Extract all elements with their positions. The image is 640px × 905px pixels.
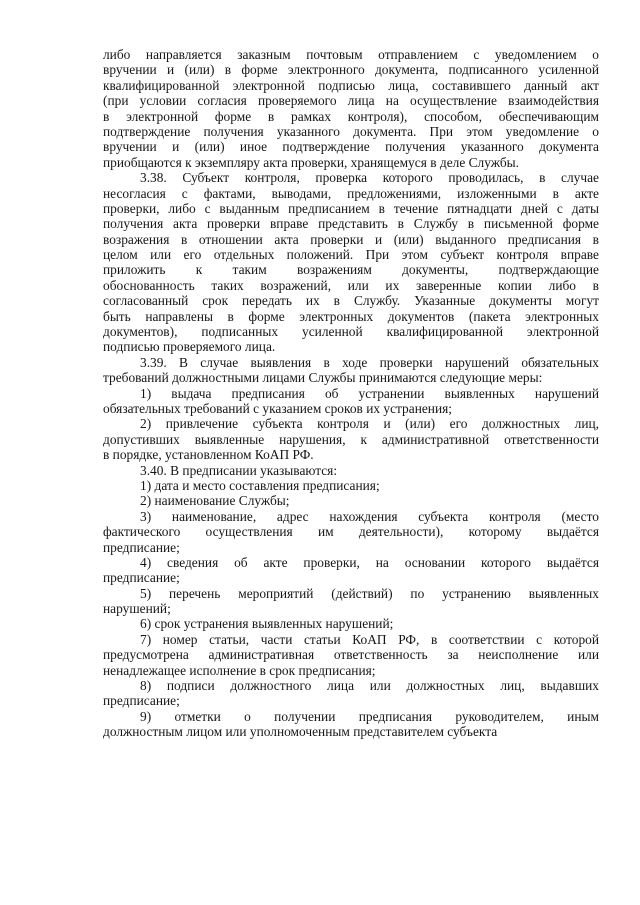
text-line: требований должностными лицами Службы принимаются следующие меры: <box>103 370 543 386</box>
text-line: целом или его отдельных положений. При этом субъект контроля вправе <box>103 247 599 263</box>
text-line: либо направляется заказным почтовым отправлением с уведомлением о <box>103 47 599 62</box>
text-line: 7) номер статьи, части статьи КоАП РФ, в соответствии с которой <box>140 631 599 647</box>
text-line: 9) отметки о получении предписания руководителем, иным <box>140 708 599 724</box>
paragraph <box>103 170 599 355</box>
text-line: квалифицированной электронной подписью лица, составившего данный акт <box>103 77 599 93</box>
text-line: 3) наименование, адрес нахождения субъекта контроля (место <box>140 508 599 524</box>
paragraph <box>103 493 599 508</box>
text-line: 2) привлечение субъекта контроля и (или) его должностных лиц, <box>140 416 599 432</box>
text-line: проверки, либо с выданным предписанием в течение пятнадцати дней с даты <box>103 200 599 216</box>
text-line: 3.40. В предписании указываются: <box>140 462 338 478</box>
paragraph <box>103 632 599 678</box>
text-line: ненадлежащее исполнение в срок предписания; <box>103 662 376 678</box>
text-line: быть направлены в форме электронных документов (пакета электронных <box>103 308 599 324</box>
paragraph <box>103 463 599 478</box>
text-line: предписание; <box>103 693 180 709</box>
paragraph <box>103 478 599 493</box>
text-line: предписание; <box>103 539 180 555</box>
text-line: в электронной форме в рамках контроля), способом, обеспечивающим <box>103 108 599 124</box>
text-line: приобщаются к экземпляру акта проверки, хранящемуся в деле Службы. <box>103 154 519 170</box>
paragraph <box>103 416 599 462</box>
text-line: в порядке, установленном КоАП РФ. <box>103 447 314 463</box>
paragraph <box>103 678 599 709</box>
paragraph <box>103 355 599 386</box>
text-line: должностным лицом или уполномоченным представителем субъекта <box>103 724 498 740</box>
text-line: предписание; <box>103 570 180 586</box>
text-line: допустивших выявленные нарушения, к административной ответственности <box>103 431 599 447</box>
text-line: 1) дата и место составления предписания; <box>140 477 380 493</box>
paragraph <box>103 555 599 586</box>
paragraph <box>103 616 599 631</box>
text-line: 4) сведения об акте проверки, на основании которого выдаётся <box>140 554 599 570</box>
paragraph <box>103 709 599 740</box>
text-line: получения акта проверки вправе представить в Службу в письменной форме <box>103 216 599 232</box>
text-line: обязательных требований с указанием сроков их устранения; <box>103 400 453 416</box>
text-line: подписью проверяемого лица. <box>103 339 276 355</box>
text-line: вручении и (или) иное подтверждение получения указанного документа <box>103 139 599 155</box>
text-line: (при условии согласия проверяемого лица на осуществление взаимодействия <box>103 93 599 109</box>
text-line: возражения в отношении акта проверки и (или) выданного предписания в <box>103 231 599 247</box>
text-line: 3.39. В случае выявления в ходе проверки нарушений обязательных <box>140 354 599 370</box>
text-line: согласованный срок передать их в Службу. Указанные документы могут <box>103 293 599 309</box>
text-line: 1) выдача предписания об устранении выявленных нарушений <box>140 385 599 401</box>
text-line: 3.38. Субъект контроля, проверка которого проводилась, в случае <box>140 170 599 186</box>
paragraph <box>103 586 599 617</box>
document-body <box>103 47 599 740</box>
text-line: несогласия с фактами, выводами, предложениями, изложенными в акте <box>103 185 599 201</box>
text-line: 5) перечень мероприятий (действий) по устранению выявленных <box>140 585 599 601</box>
text-line: нарушений; <box>103 601 171 617</box>
text-line: подтверждение получения указанного документа. При этом уведомление о <box>103 123 599 139</box>
text-line: вручении и (или) в форме электронного документа, подписанного усиленной <box>103 62 599 78</box>
paragraph <box>103 47 599 170</box>
paragraph <box>103 386 599 417</box>
text-line: предусмотрена административная ответственность за неисполнение или <box>103 647 599 663</box>
text-line: 2) наименование Службы; <box>140 493 290 509</box>
text-line: приложить к таким возражениям документы, подтверждающие <box>103 262 599 278</box>
text-line: документов), подписанных усиленной квалифицированной электронной <box>103 324 599 340</box>
text-line: 6) срок устранения выявленных нарушений; <box>140 616 394 632</box>
text-line: 8) подписи должностного лица или должностных лиц, выдавших <box>140 678 599 694</box>
text-line: обоснованность таких возражений, или их заверенные копии либо в <box>103 277 599 293</box>
text-line: фактического осуществления им деятельности), которому выдаётся <box>103 524 599 540</box>
paragraph <box>103 509 599 555</box>
